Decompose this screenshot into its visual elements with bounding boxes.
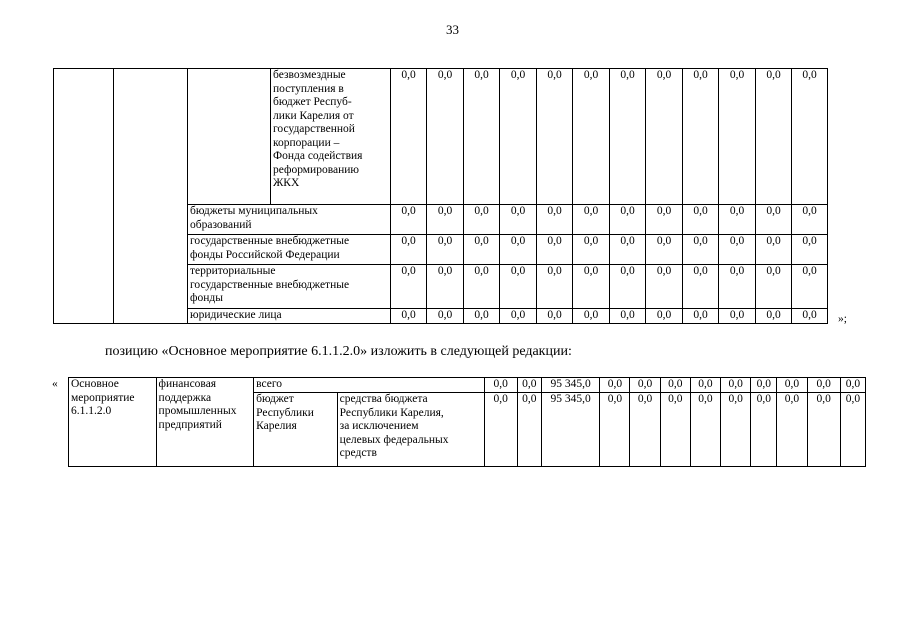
funding-source	[254, 393, 338, 467]
value-cell: 0,0	[500, 309, 537, 324]
row-label-line: фонды Российской Федерации	[190, 248, 340, 261]
value-cell: 0,0	[500, 69, 537, 205]
table-row	[69, 378, 866, 393]
activity-code-line: 6.1.1.2.0	[71, 405, 112, 417]
value-cell: 0,0	[391, 235, 427, 265]
value-cell: 0,0	[573, 235, 610, 265]
value-cell: 0,0	[600, 378, 630, 393]
value-cell: 0,0	[391, 69, 427, 205]
value-cell: 0,0	[756, 235, 792, 265]
page-number: 33	[446, 22, 459, 37]
activity-table	[68, 377, 866, 467]
activity-name-line: поддержка	[158, 391, 212, 404]
activity-name-line: промышленных	[158, 405, 237, 417]
row-label	[188, 235, 391, 265]
value-cell: 0,0	[683, 235, 719, 265]
value-cell: 0,0	[391, 265, 427, 309]
value-cell: 0,0	[573, 265, 610, 309]
value-cell: 0,0	[391, 205, 427, 235]
value-cell: 0,0	[537, 69, 573, 205]
value-cell: 0,0	[610, 265, 646, 309]
value-cell: 0,0	[719, 69, 756, 205]
value-cell: 0,0	[573, 309, 610, 324]
row-label-line: поступления в	[273, 82, 344, 95]
row-label-line: ЖКХ	[273, 177, 300, 189]
funding-detail-line: Республики Карелия,	[339, 406, 444, 419]
value-cell: 0,0	[756, 265, 792, 309]
value-cell: 0,0	[646, 265, 683, 309]
value-cell: 0,0	[807, 378, 840, 393]
value-cell: 0,0	[660, 393, 690, 467]
funding-source-line: Республики	[256, 406, 314, 419]
activity-code	[69, 378, 157, 467]
activity-name-line: предприятий	[158, 418, 222, 431]
value-cell: 0,0	[427, 235, 464, 265]
opening-quote-mark: «	[52, 378, 58, 390]
value-cell: 0,0	[751, 393, 777, 467]
funding-detail	[337, 393, 484, 467]
value-cell: 0,0	[500, 205, 537, 235]
row-label	[188, 265, 391, 309]
value-cell: 0,0	[630, 393, 660, 467]
row-label-line: бюджет Респуб-	[273, 96, 352, 108]
value-cell: 0,0	[630, 378, 660, 393]
value-cell: 0,0	[573, 69, 610, 205]
value-cell: 0,0	[840, 378, 865, 393]
funding-detail-line: средств	[339, 447, 377, 459]
row-label-line: Фонда содействия	[273, 150, 363, 162]
value-cell: 95 345,0	[541, 393, 599, 467]
value-cell: 0,0	[683, 69, 719, 205]
value-cell: 0,0	[427, 69, 464, 205]
empty-name-cell	[114, 69, 188, 324]
row-label-line: территориальные	[190, 265, 276, 277]
value-cell: 0,0	[792, 235, 828, 265]
row-label	[188, 309, 391, 324]
row-label-line: фонды	[190, 292, 223, 304]
value-cell: 0,0	[756, 309, 792, 324]
value-cell: 0,0	[610, 309, 646, 324]
row-label-line: корпорации –	[273, 136, 340, 149]
value-cell: 0,0	[646, 309, 683, 324]
value-cell: 0,0	[840, 393, 865, 467]
funding-detail-line: за исключением	[339, 420, 419, 432]
row-label-line: государственные внебюджетные	[190, 235, 350, 247]
value-cell: 0,0	[517, 393, 541, 467]
value-cell: 0,0	[610, 235, 646, 265]
value-cell: 0,0	[537, 205, 573, 235]
table-row	[54, 69, 828, 205]
total-label: всего	[254, 378, 484, 393]
value-cell: 0,0	[464, 235, 500, 265]
value-cell: 0,0	[427, 205, 464, 235]
row-label	[188, 205, 391, 235]
value-cell: 0,0	[792, 205, 828, 235]
value-cell: 0,0	[792, 69, 828, 205]
value-cell: 0,0	[756, 205, 792, 235]
value-cell: 0,0	[777, 378, 807, 393]
funding-detail-line: средства бюджета	[339, 393, 428, 405]
value-cell: 0,0	[660, 378, 690, 393]
value-cell: 95 345,0	[541, 378, 599, 393]
empty-source-cell	[188, 69, 271, 205]
value-cell: 0,0	[573, 205, 610, 235]
value-cell: 0,0	[600, 393, 630, 467]
funding-table-continued	[53, 68, 828, 324]
row-label-line: государственные внебюджетные	[190, 278, 350, 291]
activity-name-line: финансовая	[158, 378, 217, 390]
value-cell: 0,0	[464, 69, 500, 205]
row-label-line: бюджеты муниципальных	[190, 205, 318, 217]
value-cell: 0,0	[646, 235, 683, 265]
value-cell: 0,0	[721, 393, 751, 467]
row-label-line: государственной	[273, 123, 355, 135]
row-label-line: безвозмездные	[273, 69, 346, 81]
funding-source-line: Карелия	[256, 420, 297, 432]
activity-code-line: Основное	[71, 378, 119, 390]
row-label-line: реформированию	[273, 163, 359, 176]
value-cell: 0,0	[464, 309, 500, 324]
row-label-line: образований	[190, 218, 252, 231]
value-cell: 0,0	[719, 309, 756, 324]
amendment-instruction: позицию «Основное мероприятие 6.1.1.2.0» изложить в следующей редакции:	[105, 344, 572, 359]
value-cell: 0,0	[683, 205, 719, 235]
value-cell: 0,0	[427, 265, 464, 309]
activity-name	[156, 378, 254, 467]
value-cell: 0,0	[427, 309, 464, 324]
closing-quote-mark: »;	[838, 313, 847, 325]
value-cell: 0,0	[719, 265, 756, 309]
funding-source-line: бюджет	[256, 393, 294, 405]
value-cell: 0,0	[537, 265, 573, 309]
value-cell: 0,0	[690, 378, 720, 393]
value-cell: 0,0	[500, 235, 537, 265]
value-cell: 0,0	[464, 265, 500, 309]
value-cell: 0,0	[464, 205, 500, 235]
value-cell: 0,0	[756, 69, 792, 205]
empty-code-cell	[54, 69, 114, 324]
row-label	[271, 69, 391, 205]
value-cell: 0,0	[683, 265, 719, 309]
value-cell: 0,0	[683, 309, 719, 324]
value-cell: 0,0	[517, 378, 541, 393]
row-label-line: лики Карелия от	[273, 109, 354, 122]
funding-detail-line: целевых федеральных	[339, 433, 449, 446]
value-cell: 0,0	[646, 69, 683, 205]
value-cell: 0,0	[719, 205, 756, 235]
value-cell: 0,0	[610, 205, 646, 235]
value-cell: 0,0	[777, 393, 807, 467]
activity-code-line: мероприятие	[71, 391, 135, 404]
value-cell: 0,0	[721, 378, 751, 393]
value-cell: 0,0	[792, 265, 828, 309]
value-cell: 0,0	[537, 309, 573, 324]
value-cell: 0,0	[646, 205, 683, 235]
value-cell: 0,0	[484, 393, 517, 467]
value-cell: 0,0	[500, 265, 537, 309]
value-cell: 0,0	[537, 235, 573, 265]
value-cell: 0,0	[484, 378, 517, 393]
value-cell: 0,0	[391, 309, 427, 324]
value-cell: 0,0	[719, 235, 756, 265]
value-cell: 0,0	[792, 309, 828, 324]
value-cell: 0,0	[751, 378, 777, 393]
value-cell: 0,0	[807, 393, 840, 467]
value-cell: 0,0	[610, 69, 646, 205]
value-cell: 0,0	[690, 393, 720, 467]
row-label-line: юридические лица	[190, 309, 282, 321]
